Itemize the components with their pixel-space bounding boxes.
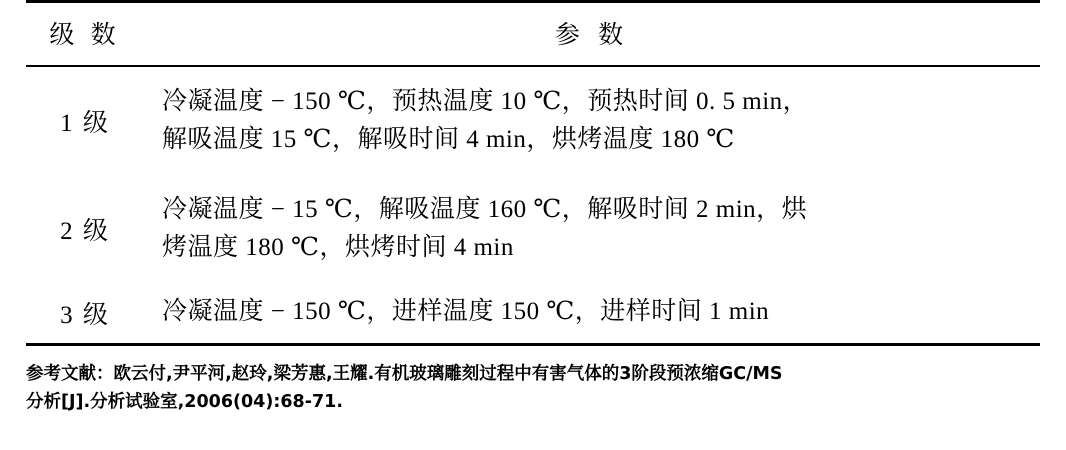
table-header-row <box>26 2 1040 67</box>
param-text <box>144 66 1040 175</box>
param-line: 冷凝温度 − 150 ℃，预热温度 10 ℃，预热时间 0. 5 min， <box>162 88 809 115</box>
level-label: 3 级 <box>26 283 144 345</box>
reference-block <box>26 360 1040 417</box>
parameters-table <box>26 0 1040 346</box>
table-row <box>26 66 1040 175</box>
level-label: 1 级 <box>60 110 110 137</box>
table-row <box>26 283 1040 345</box>
column-header-level: 级 数 <box>26 2 144 67</box>
column-header-param: 参 数 <box>144 2 1040 67</box>
param-line: 解吸温度 15 ℃，解吸时间 4 min，烘烤温度 180 ℃ <box>162 126 735 153</box>
table-row <box>26 175 1040 283</box>
param-text <box>144 283 1040 345</box>
param-line: 烤温度 180 ℃，烘烤时间 4 min <box>162 234 514 261</box>
param-text <box>144 175 1040 283</box>
level-label: 2 级 <box>60 218 110 245</box>
param-line: 冷凝温度 − 15 ℃，解吸温度 160 ℃，解吸时间 2 min，烘 <box>162 196 808 223</box>
reference-line: 参考文献：欧云付,尹平河,赵玲,梁芳惠,王耀.有机玻璃雕刻过程中有害气体的3阶段预浓缩GC/MS <box>26 364 783 384</box>
reference-line: 分析[J].分析试验室,2006(04):68-71. <box>26 392 343 413</box>
param-line: 冷凝温度 − 150 ℃，进样温度 150 ℃，进样时间 1 min <box>162 298 770 325</box>
